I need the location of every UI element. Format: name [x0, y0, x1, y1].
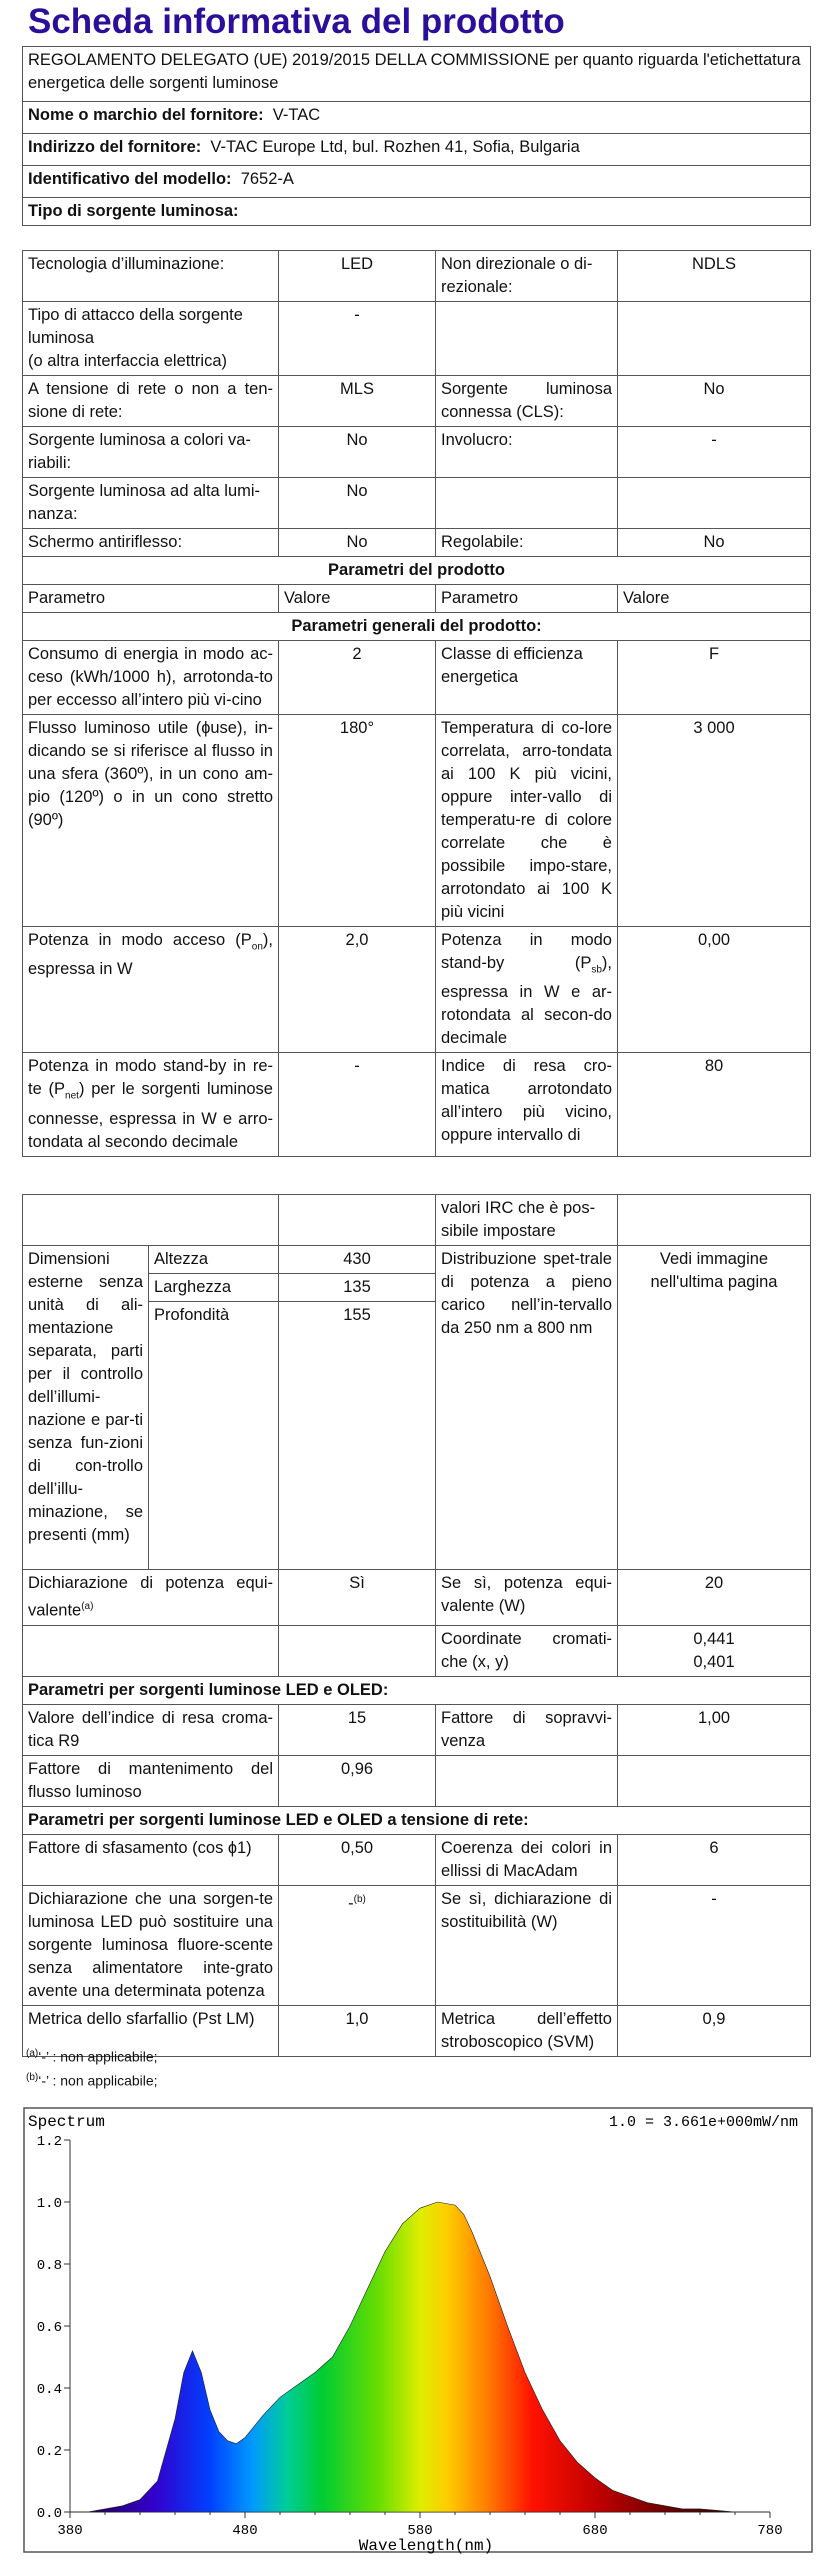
empty-cell — [436, 302, 618, 376]
replacement-value-text: - — [348, 1894, 354, 1912]
high-luminance-label: Sorgente luminosa ad alta lumi-nanza: — [23, 478, 279, 529]
supplier-address-row — [23, 134, 811, 166]
chromaticity-values — [618, 1625, 811, 1676]
y-tick-label: 0.6 — [36, 2320, 62, 2336]
empty-cell — [618, 1755, 811, 1806]
replacement-value — [279, 1885, 436, 2005]
tech-value: LED — [279, 251, 436, 302]
network-standby-label-b: ) per le sorgenti luminose connesse, espressa in W e arro-tondata al secondo decimale — [28, 1080, 273, 1151]
x-tick-label: 380 — [57, 2523, 83, 2539]
cri-label-part2: valori IRC che è pos-sibile impostare — [436, 1195, 618, 1246]
empty-cell — [23, 1625, 279, 1676]
equivalent-power-w-value: 20 — [618, 1570, 811, 1626]
flux-value: 180° — [279, 715, 436, 927]
x-tick-label: 680 — [582, 2523, 608, 2539]
footnote-a — [26, 2048, 158, 2065]
nondir-label: Non direzionale o di-rezionale: — [436, 251, 618, 302]
product-table-part2 — [22, 1194, 811, 2057]
chromaticity-label: Coordinate cromati-che (x, y) — [436, 1625, 618, 1676]
maintenance-value: 0,96 — [279, 1755, 436, 1806]
equivalent-power-value: Sì — [279, 1570, 436, 1626]
colour-label: Sorgente luminosa a colori va-riabili: — [23, 427, 279, 478]
empty-cell — [279, 1329, 436, 1570]
supplier-name: V-TAC — [272, 106, 321, 124]
height-value: 430 — [279, 1246, 436, 1274]
flicker-value: 1,0 — [279, 2005, 436, 2056]
on-mode-power-value: 2,0 — [279, 927, 436, 1053]
empty-cell — [618, 302, 811, 376]
mains-params-heading: Parametri per sorgenti luminose LED e OLED a tensione di rete: — [23, 1806, 811, 1834]
model-id: 7652-A — [240, 170, 294, 188]
on-mode-power-label-a: Potenza in modo acceso (P — [28, 931, 252, 949]
flicker-label: Metrica dello sfarfallio (Pst LM) — [23, 2005, 279, 2056]
model-label: Identificativo del modello: — [28, 170, 232, 188]
equivalent-power-text: Dichiarazione di potenza equi-valente — [28, 1574, 273, 1620]
replacement-w-value: - — [618, 1885, 811, 2005]
r9-label: Valore dell’indice di resa croma-tica R9 — [23, 1704, 279, 1755]
supplier-name-label: Nome o marchio del fornitore: — [28, 106, 264, 124]
empty-cell — [618, 478, 811, 529]
energy-label: Consumo di energia in modo ac-ceso (kWh/1000 h), arrotonda-to per eccesso all’intero più vi-cino — [23, 641, 279, 715]
y-tick-label: 1.0 — [36, 2196, 62, 2212]
stroboscopic-label: Metrica dell’effetto stroboscopico (SVM) — [436, 2005, 618, 2056]
standby-power-label — [436, 927, 618, 1053]
general-params-heading: Parametri generali del prodotto: — [23, 613, 811, 641]
empty-cell — [23, 1195, 279, 1246]
envelope-value: - — [618, 427, 811, 478]
supplier-name-row — [23, 102, 811, 134]
maintenance-label: Fattore di mantenimento del flusso luminoso — [23, 1755, 279, 1806]
glare-value: No — [279, 529, 436, 557]
empty-cell — [149, 1329, 279, 1570]
on-mode-power-label-b: ), espressa in W — [28, 931, 273, 979]
y-tick-label: 1.2 — [36, 2134, 62, 2150]
standby-power-label-b: ), espressa in W e ar-rotondata al secon-do decimale — [441, 954, 612, 1048]
standby-power-label-a: Potenza in modo stand-by (P — [441, 931, 612, 972]
r9-value: 15 — [279, 1704, 436, 1755]
height-label: Altezza — [149, 1246, 279, 1274]
width-value: 135 — [279, 1274, 436, 1302]
standby-subscript: sb — [591, 964, 602, 976]
footnote-b-text: ‘-’ : non applicabile; — [38, 2072, 158, 2089]
value-header: Valore — [618, 585, 811, 613]
footnote-a-mark: (a) — [26, 2048, 39, 2059]
depth-label: Profondità — [149, 1302, 279, 1330]
footnote-b-ref: (b) — [353, 1893, 366, 1905]
empty-cell — [618, 1195, 811, 1246]
empty-cell — [436, 478, 618, 529]
nondir-value: NDLS — [618, 251, 811, 302]
cct-label: Temperatura di co-lore correlata, arro-tondata ai 100 K più vicini, oppure inter-vallo di temperatu-re di colore correlate che è possibile impo-stare, arrotondato ai 100 K più vicini — [436, 715, 618, 927]
efficiency-value: F — [618, 641, 811, 715]
network-standby-label — [23, 1053, 279, 1156]
regulation-header-table — [22, 46, 811, 226]
replacement-label: Dichiarazione che una sorgen-te luminosa LED può sostituire una sorgente luminosa fluore-scente senza alimentatore inte-grato avente una determinata potenza — [23, 1885, 279, 2005]
product-table-part1 — [22, 250, 811, 1157]
on-mode-subscript: on — [251, 941, 263, 953]
cap-label-main: Tipo di attacco della sorgente luminosa — [28, 306, 243, 347]
led-params-heading: Parametri per sorgenti luminose LED e OLED: — [23, 1676, 811, 1704]
cls-label: Sorgente luminosa connessa (CLS): — [436, 376, 618, 427]
empty-cell — [436, 1755, 618, 1806]
cct-value: 3 000 — [618, 715, 811, 927]
spectrum-area — [70, 2202, 770, 2512]
efficiency-label: Classe di efficienza energetica — [436, 641, 618, 715]
y-tick-label: 0.0 — [36, 2506, 62, 2522]
chart-xlabel: Wavelength(nm) — [358, 2537, 494, 2555]
page-title: Scheda informativa del prodotto — [28, 2, 565, 41]
mains-label: A tensione di rete o non a ten-sione di rete: — [23, 376, 279, 427]
spectrum-chart — [18, 2104, 818, 2556]
survival-label: Fattore di sopravvi-venza — [436, 1704, 618, 1755]
footnote-b — [26, 2072, 158, 2089]
glare-label: Schermo antiriflesso: — [23, 529, 279, 557]
mains-value: MLS — [279, 376, 436, 427]
energy-value: 2 — [279, 641, 436, 715]
empty-cell — [279, 1195, 436, 1246]
on-mode-power-label — [23, 927, 279, 1053]
dimmable-label: Regolabile: — [436, 529, 618, 557]
footnote-b-mark: (b) — [26, 2072, 39, 2083]
chromaticity-y: 0,401 — [693, 1652, 735, 1671]
cri-value: 80 — [618, 1053, 811, 1156]
chart-scale-note: 1.0 = 3.661e+000mW/nm — [608, 2114, 798, 2131]
flux-label: Flusso luminoso utile (ɸuse), in-dicando se si riferisce al flusso in una sfera (360º), in un cono am-pio (120º) o in un cono stretto (90º) — [23, 715, 279, 927]
supplier-address-label: Indirizzo del fornitore: — [28, 138, 202, 156]
x-tick-label: 480 — [232, 2523, 258, 2539]
cls-value: No — [618, 376, 811, 427]
equivalent-power-w-label: Se sì, potenza equi-valente (W) — [436, 1570, 618, 1626]
y-tick-label: 0.2 — [36, 2444, 62, 2460]
macadam-label: Coerenza dei colori in ellissi di MacAdam — [436, 1834, 618, 1885]
chart-plot-area — [37, 2134, 783, 2539]
param-header: Parametro — [23, 585, 279, 613]
width-label: Larghezza — [149, 1274, 279, 1302]
dimmable-value: No — [618, 529, 811, 557]
product-params-heading: Parametri del prodotto — [23, 557, 811, 585]
param-header: Parametro — [436, 585, 618, 613]
macadam-value: 6 — [618, 1834, 811, 1885]
cri-label-part1: Indice di resa cro-matica arrotondato all’intero più vicino, oppure intervallo di — [436, 1053, 618, 1156]
network-standby-value: - — [279, 1053, 436, 1156]
y-tick-label: 0.8 — [36, 2258, 62, 2274]
chart-ylabel: Spectrum — [28, 2113, 105, 2131]
network-subscript: net — [65, 1090, 79, 1102]
stroboscopic-value: 0,9 — [618, 2005, 811, 2056]
x-tick-label: 580 — [407, 2523, 433, 2539]
footnote-a-ref: (a) — [81, 1601, 94, 1612]
light-source-type-heading: Tipo di sorgente luminosa: — [23, 198, 811, 226]
footnote-a-text: ‘-’ : non applicabile; — [38, 2048, 158, 2065]
value-header: Valore — [279, 585, 436, 613]
survival-value: 1,00 — [618, 1704, 811, 1755]
y-tick-label: 0.4 — [36, 2382, 62, 2398]
standby-power-value: 0,00 — [618, 927, 811, 1053]
equivalent-power-label — [23, 1570, 279, 1626]
depth-value: 155 — [279, 1302, 436, 1330]
empty-cell — [279, 1625, 436, 1676]
regulation-text: REGOLAMENTO DELEGATO (UE) 2019/2015 DELLA COMMISSIONE per quanto riguarda l'etichettatura energetica delle sorgenti luminose — [23, 47, 811, 102]
cap-value: - — [279, 302, 436, 376]
chromaticity-x: 0,441 — [693, 1629, 735, 1648]
power-factor-value: 0,50 — [279, 1834, 436, 1885]
high-luminance-value: No — [279, 478, 436, 529]
replacement-w-label: Se sì, dichiarazione di sostituibilità (W) — [436, 1885, 618, 2005]
tech-label: Tecnologia d’illuminazione: — [23, 251, 279, 302]
cap-label-sub: (o altra interfaccia elettrica) — [28, 352, 227, 370]
envelope-label: Involucro: — [436, 427, 618, 478]
spd-value: Vedi immagine nell'ultima pagina — [618, 1246, 811, 1570]
colour-value: No — [279, 427, 436, 478]
dimensions-label: Dimensioni esterne senza unità di ali-mentazione separata, parti per il controllo dell’illumi-nazione e par-ti senza fun-zioni di con-trollo dell’illu-minazione, se presenti (mm) — [23, 1246, 149, 1570]
model-row — [23, 166, 811, 198]
power-factor-label: Fattore di sfasamento (cos ɸ1) — [23, 1834, 279, 1885]
supplier-address: V-TAC Europe Ltd, bul. Rozhen 41, Sofia, Bulgaria — [210, 138, 580, 156]
spd-label: Distribuzione spet-trale di potenza a pieno carico nell’in-tervallo da 250 nm a 800 nm — [436, 1246, 618, 1570]
cap-label — [23, 302, 279, 376]
x-tick-label: 780 — [757, 2523, 783, 2539]
network-standby-label-a: Potenza in modo stand-by in re-te (P — [28, 1057, 273, 1099]
